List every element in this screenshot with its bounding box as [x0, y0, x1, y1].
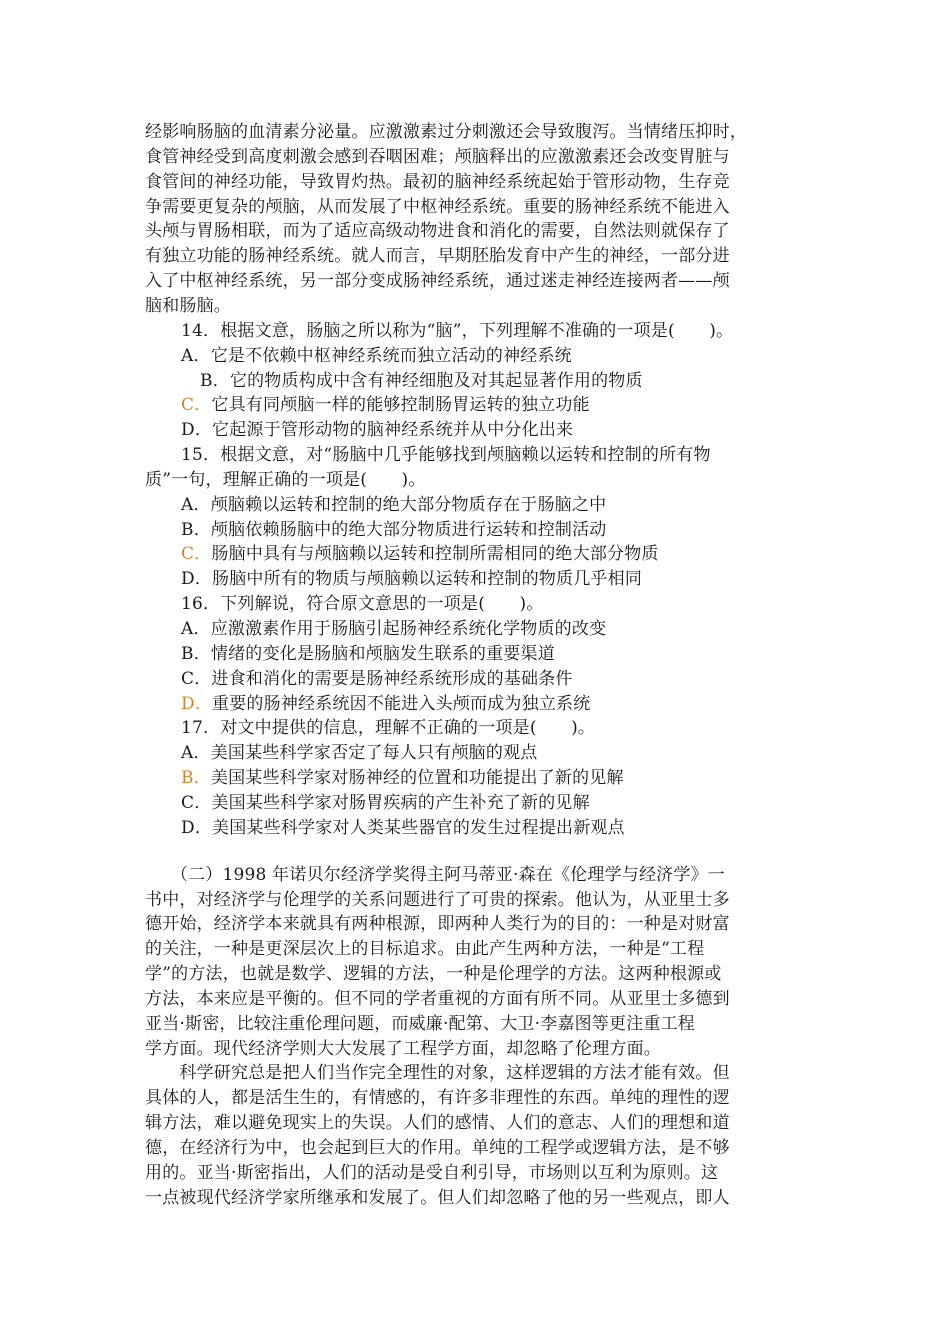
answer-option: [181, 493, 606, 517]
passage2-line: 具体的人，都是活生生的，有情感的，有许多非理性的东西。单纯的理性的逻: [145, 1088, 730, 1109]
passage2-line: 德，在经济行为中，也会起到巨大的作用。单纯的工程学或逻辑方法，是不够: [145, 1138, 730, 1158]
passage2-line: 学方面。现代经济学则大大发展了工程学方面，却忽略了伦理方面。: [145, 1038, 661, 1059]
passage1-line: 脑和肠脑。: [145, 295, 231, 316]
passage2-line: 科学研究总是把人们当作完全理性的对象，这样逻辑的方法才能有效。但: [145, 1063, 730, 1084]
option-text: 情绪的变化是肠脑和颅脑发生联系的重要渠道: [210, 643, 555, 664]
answer-option: [181, 667, 573, 691]
option-letter: D．: [181, 569, 213, 590]
answer-option: [181, 393, 590, 417]
passage2-line: 亚当·斯密，比较注重伦理问题，而威廉·配第、大卫·李嘉图等更注重工程: [145, 1013, 696, 1034]
option-letter: C．: [181, 792, 212, 813]
option-letter: A．: [181, 619, 211, 639]
passage2-line: 用的。亚当·斯密指出，人们的活动是受自利引导，市场则以互利为原则。这: [145, 1162, 719, 1183]
option-text: 重要的肠神经系统因不能进入头颅而成为独立系统: [212, 693, 591, 714]
option-text: 它是不依赖中枢神经系统而独立活动的神经系统: [210, 345, 572, 366]
question-stem: 14．根据文意，肠脑之所以称为“脑”，下列理解不准确的一项是( )。: [181, 320, 734, 341]
question-stem: 16．下列解说，符合原文意思的一项是( )。: [181, 594, 544, 615]
passage1-line: 有独立功能的肠神经系统。就人而言，早期胚胎发育中产生的神经，一部分进: [145, 246, 730, 267]
answer-option: [181, 418, 573, 442]
passage2-line: 学”的方法，也就是数学、逻辑的方法，一种是伦理学的方法。这两种根源或: [145, 964, 722, 985]
answer-option: [181, 741, 538, 765]
passage2-line: 方法，本来应是平衡的。但不同的学者重视的方面有所不同。从亚里士多德到: [145, 988, 730, 1009]
answer-option: [181, 816, 625, 840]
option-text: 颅脑赖以运转和控制的绝大部分物质存在于肠脑之中: [210, 494, 607, 515]
answer-option: [200, 369, 643, 393]
option-text: 它起源于管形动物的脑神经系统并从中分化出来: [212, 420, 574, 441]
option-letter: C．: [181, 668, 212, 689]
passage1-line: 头颅与胃肠相联，而为了适应高级动物进食和消化的需要，自然法则就保存了: [145, 221, 730, 242]
option-text: 美国某些科学家对人类某些器官的发生过程提出新观点: [212, 817, 625, 838]
passage1-line: 入了中枢神经系统，另一部分变成肠神经系统，通过迷走神经连接两者——颅: [145, 271, 730, 292]
option-text: 美国某些科学家对肠胃疾病的产生补充了新的见解: [211, 792, 590, 813]
option-text: 它的物质构成中含有神经细胞及对其起显著作用的物质: [229, 370, 643, 391]
option-letter: D．: [181, 420, 213, 441]
question-stem: 15．根据文意，对“肠脑中几乎能够找到颅脑赖以运转和控制的所有物: [181, 445, 711, 466]
answer-option: [181, 642, 555, 666]
option-text: 进食和消化的需要是肠神经系统形成的基础条件: [211, 668, 573, 689]
passage2-line: 一点被现代经济学家所继承和发展了。但人们却忽略了他的另一些观点，即人: [145, 1187, 730, 1208]
option-letter: A．: [181, 494, 211, 515]
passage2-line: 书中，对经济学与伦理学的关系问题进行了可贵的探索。他认为，从亚里士多: [145, 889, 730, 910]
option-letter-correct: B．: [181, 768, 211, 789]
passage1-line: 食管神经受到高度刺激会感到吞咽困难；颅脑释出的应激激素还会改变胃脏与: [145, 146, 730, 167]
passage2-line: 德开始，经济学本来就具有两种根源，即两种人类行为的目的：一种是对财富: [145, 914, 730, 935]
option-letter: B．: [181, 519, 211, 540]
passage1-line: 食管间的神经功能，导致胃灼热。最初的脑神经系统起始于管形动物，生存竞: [145, 171, 730, 192]
option-text: 美国某些科学家对肠神经的位置和功能提出了新的见解: [210, 768, 624, 789]
option-text: 肠脑中所有的物质与颅脑赖以运转和控制的物质几乎相同: [212, 569, 643, 590]
passage1-line: 经影响肠脑的血清素分泌量。应激激素过分刺激还会导致腹泻。当情绪压抑时，: [145, 122, 747, 142]
option-letter: B．: [181, 643, 211, 664]
option-letter: A．: [181, 743, 211, 764]
question-stem: 17．对文中提供的信息，理解不正确的一项是( )。: [181, 718, 596, 739]
option-letter-correct: C．: [181, 544, 212, 565]
option-letter-correct: C．: [181, 395, 212, 416]
answer-option: [181, 617, 606, 641]
option-letter-correct: D．: [181, 693, 213, 714]
passage1-line: 争需要更复杂的颅脑，从而发展了中枢神经系统。重要的肠神经系统不能进入: [145, 196, 730, 217]
option-letter: A．: [181, 345, 211, 366]
passage2-line: 辑方法，难以避免现实上的失误。人们的感情、人们的意志、人们的理想和道: [145, 1113, 730, 1134]
option-letter: B．: [200, 370, 230, 391]
passage2-line: 的关注，一种是更深层次上的目标追求。由此产生两种方法，一种是“工程: [145, 939, 705, 960]
option-text: 美国某些科学家否定了每人只有颅脑的观点: [210, 743, 538, 764]
option-text: 它具有同颅脑一样的能够控制肠胃运转的独立功能: [211, 395, 590, 416]
answer-option: [181, 567, 642, 591]
option-text: 颅脑依赖肠脑中的绝大部分物质进行运转和控制活动: [210, 519, 607, 540]
answer-option: [181, 692, 590, 716]
question-stem: 质”一句，理解正确的一项是( )。: [145, 469, 426, 490]
option-text: 应激激素作用于肠脑引起肠神经系统化学物质的改变: [210, 619, 607, 639]
answer-option: [181, 344, 572, 368]
option-letter: D．: [181, 817, 213, 838]
answer-option: [181, 518, 607, 542]
answer-option: [181, 791, 590, 815]
answer-option: [181, 542, 659, 566]
answer-option: [181, 766, 624, 790]
passage2-line: （二）1998 年诺贝尔经济学奖得主阿马蒂亚·森在《伦理学与经济学》一: [145, 864, 725, 885]
option-text: 肠脑中具有与颅脑赖以运转和控制所需相同的绝大部分物质: [211, 544, 659, 565]
